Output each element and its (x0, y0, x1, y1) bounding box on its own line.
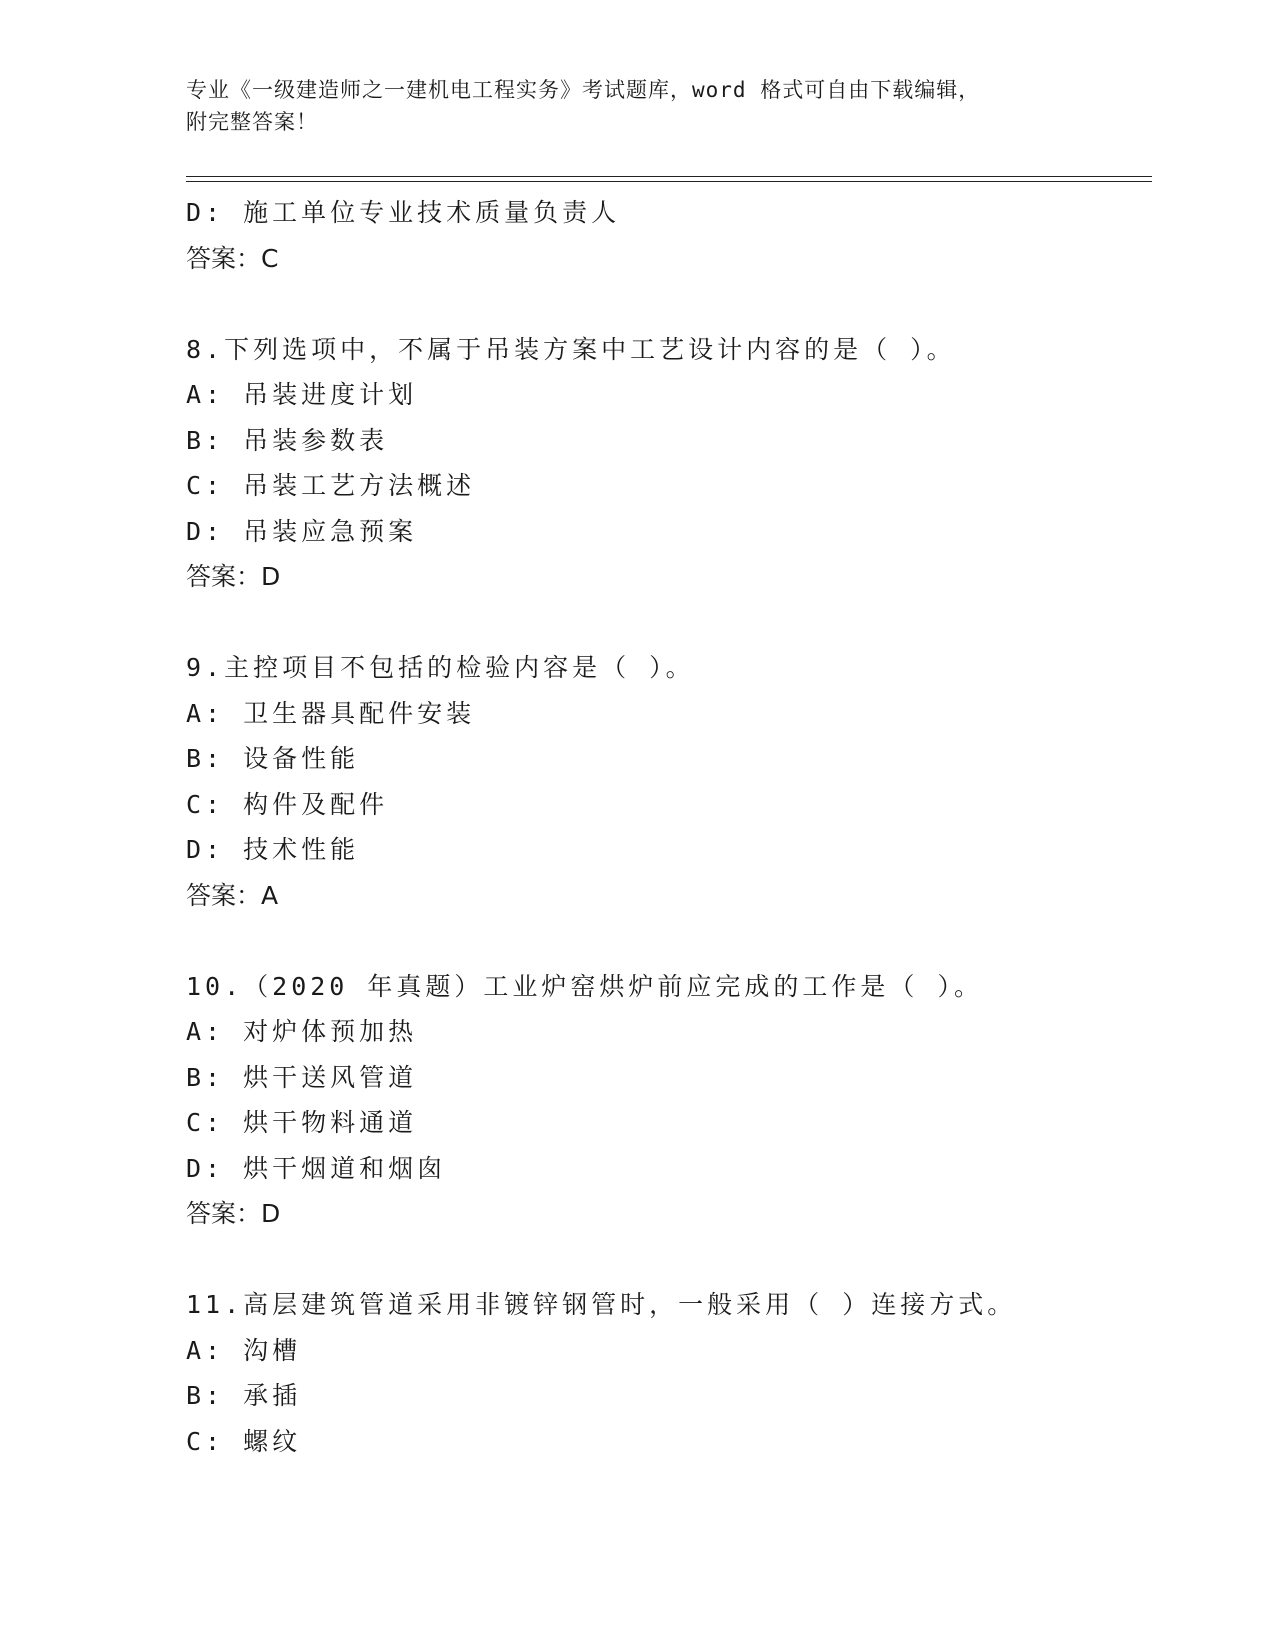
header-divider-bottom (186, 181, 1152, 182)
header-line-1: 专业《一级建造师之一建机电工程实务》考试题库，word 格式可自由下载编辑， (186, 78, 981, 102)
document-header (186, 74, 1086, 138)
question-stem: 10.（2020 年真题）工业炉窑烘炉前应完成的工作是（ ）。 (186, 971, 983, 1001)
option-c: C: 构件及配件 (186, 789, 389, 819)
answer-line: 答案：A (186, 880, 279, 910)
question-11 (186, 1282, 1152, 1464)
option-a: A: 沟槽 (186, 1335, 302, 1365)
question-stem: 11.高层建筑管道采用非镀锌钢管时，一般采用（ ）连接方式。 (186, 1290, 1017, 1319)
option-b: B: 烘干送风管道 (186, 1062, 418, 1092)
question-list (186, 190, 1152, 1464)
option-b: B: 承插 (186, 1381, 302, 1410)
header-line-2: 附完整答案！ (186, 110, 318, 134)
question-stem: 8.下列选项中，不属于吊装方案中工艺设计内容的是（ ）。 (186, 334, 956, 364)
option-c: C: 螺纹 (186, 1426, 302, 1456)
question-stem: 9.主控项目不包括的检验内容是（ ）。 (186, 653, 695, 682)
question-7-remainder (186, 190, 1152, 281)
question-8 (186, 327, 1152, 600)
option-a: A: 对炉体预加热 (186, 1017, 418, 1046)
option-c: C: 烘干物料通道 (186, 1108, 418, 1137)
option-b: B: 设备性能 (186, 744, 360, 773)
option-d: D: 烘干烟道和烟囱 (186, 1153, 447, 1183)
option-d: D: 技术性能 (186, 835, 360, 864)
option-b: B: 吊装参数表 (186, 425, 389, 455)
header-divider-top (186, 176, 1152, 177)
option-d: D: 吊装应急预案 (186, 516, 418, 546)
option-a: A: 吊装进度计划 (186, 380, 418, 409)
option-d: D: 施工单位专业技术质量负责人 (186, 198, 621, 227)
question-9 (186, 645, 1152, 918)
question-10 (186, 964, 1152, 1237)
answer-line: 答案：D (186, 562, 281, 591)
option-a: A: 卫生器具配件安装 (186, 698, 476, 728)
answer-line: 答案：C (186, 243, 279, 273)
answer-line: 答案：D (186, 1199, 281, 1228)
option-c: C: 吊装工艺方法概述 (186, 471, 476, 500)
